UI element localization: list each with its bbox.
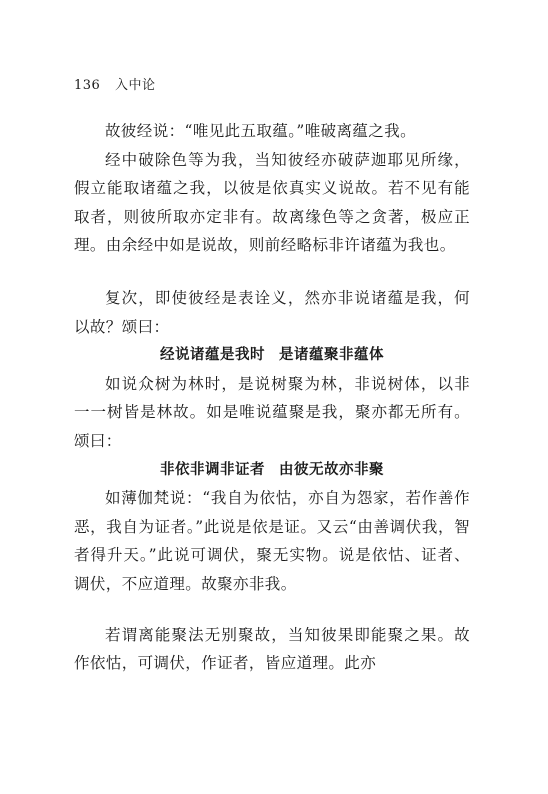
paragraph: 故彼经说：“唯见此五取蕴。”唯破离蕴之我。 <box>105 122 416 140</box>
page-number: 136 <box>74 78 101 93</box>
paragraph: 若谓离能聚法无别聚故，当知彼果即能聚之果。故作依怙，可调伏，作证者，皆应道理。此亦 <box>74 625 470 673</box>
verse-line: 由彼无故亦非聚 <box>279 461 384 478</box>
paragraph: 如薄伽梵说：“我自为依怙，亦自为怨家，若作善作恶，我自为证者。”此说是依是证。又云“由善调伏我，智者得升天。”此说可调伏，聚无实物。说是依怙、证者、调伏，不应道理。故聚亦非我。 <box>74 489 470 593</box>
running-title: 入中论 <box>114 78 156 93</box>
verse <box>74 341 470 370</box>
paragraph: 复次，即使彼经是表诠义，然亦非说诸蕴是我，何以故？颂曰： <box>74 288 470 336</box>
paragraph: 经中破除色等为我，当知彼经亦破萨迦耶见所缘，假立能取诸蕴之我，以彼是依真实义说故。若不见有能取者，则彼所取亦定非有。故离缘色等之贪著，极应正理。由余经中如是说故，则前经略标非许诸蕴为我也。 <box>74 150 470 255</box>
verse-line: 经说诸蕴是我时 <box>160 347 265 364</box>
verse-line: 是诸蕴聚非蕴体 <box>279 347 384 364</box>
verse-line: 非依非调非证者 <box>160 461 265 478</box>
page-header <box>74 74 155 93</box>
paragraph: 如说众树为林时，是说树聚为林，非说树体，以非一一树皆是林故。如是唯说蕴聚是我，聚亦都无所有。颂曰： <box>74 374 470 450</box>
verse <box>74 456 470 485</box>
body-text <box>74 117 470 678</box>
